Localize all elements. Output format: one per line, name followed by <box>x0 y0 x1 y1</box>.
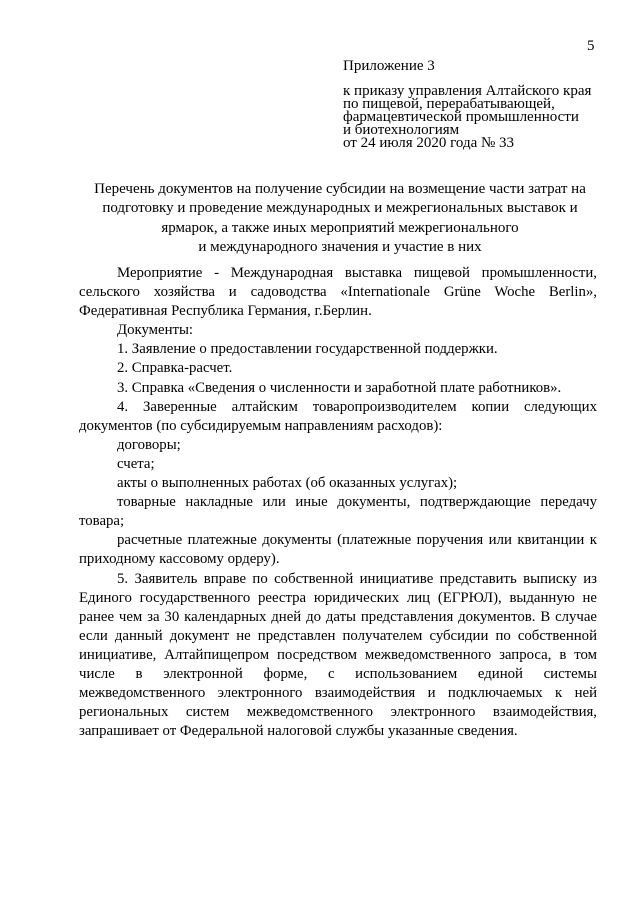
list-item: 5. Заявитель вправе по собственной инициативе представить выписку из Единого государственного реестра юридических лиц (ЕГРЮЛ), выданную не ранее чем за 30 календарных дней до даты представления документов. В случае если данный документ не представлен получателем субсидии по собственной инициативе, Алтайпищепром посредством межведомственного запроса, в том числе в электронной форме, с использованием единой системы межведомственного электронного взаимодействия и подключаемых к ней региональных систем межведомственного электронного взаимодействия, запрашивает от Федеральной налоговой службы указанные сведения. <box>79 570 597 740</box>
appendix-line: фармацевтической промышленности <box>343 109 579 125</box>
appendix-line: по пищевой, перерабатывающей, <box>343 96 555 112</box>
sub-list-item: договоры; <box>117 436 181 453</box>
appendix-line: к приказу управления Алтайского края <box>343 83 592 99</box>
title-line: подготовку и проведение международных и межрегиональных выставок и <box>102 200 578 217</box>
document-title <box>60 180 620 257</box>
document-body <box>79 264 597 741</box>
page-number: 5 <box>587 38 595 54</box>
sub-list-item: акты о выполненных работах (об оказанных услугах); <box>117 475 458 492</box>
sub-list-item: товарные накладные или иные документы, подтверждающие передачу товара; <box>79 494 597 530</box>
appendix-date-line: от 24 июля 2020 года № 33 <box>343 135 515 151</box>
list-item: 3. Справка «Сведения о численности и заработной плате работников». <box>117 379 562 396</box>
appendix-title: Приложение 3 <box>343 58 435 74</box>
appendix-header <box>343 57 633 150</box>
documents-heading: Документы: <box>117 322 194 339</box>
appendix-line: и биотехнологиям <box>343 122 460 138</box>
list-item: 2. Справка-расчет. <box>117 360 233 377</box>
title-line: и международного значения и участие в них <box>198 238 482 255</box>
sub-list-item: расчетные платежные документы (платежные поручения или квитанции к приходному кассовому ордеру). <box>79 532 597 568</box>
list-item: 1. Заявление о предоставлении государственной поддержки. <box>117 341 498 358</box>
sub-list-item: счета; <box>117 455 155 472</box>
event-paragraph: Мероприятие - Международная выставка пищевой промышленности, сельского хозяйства и садоводства «Internationale Grüne Woche Berlin», Федеративная Республика Германия, г.Берлин. <box>79 265 597 320</box>
title-line: Перечень документов на получение субсидии на возмещение части затрат на <box>94 181 586 197</box>
title-line: ярмарок, а также иных мероприятий межрегионального <box>161 219 519 236</box>
list-item: 4. Заверенные алтайским товаропроизводителем копии следующих документов (по субсидируемым направлениям расходов): <box>79 398 597 434</box>
